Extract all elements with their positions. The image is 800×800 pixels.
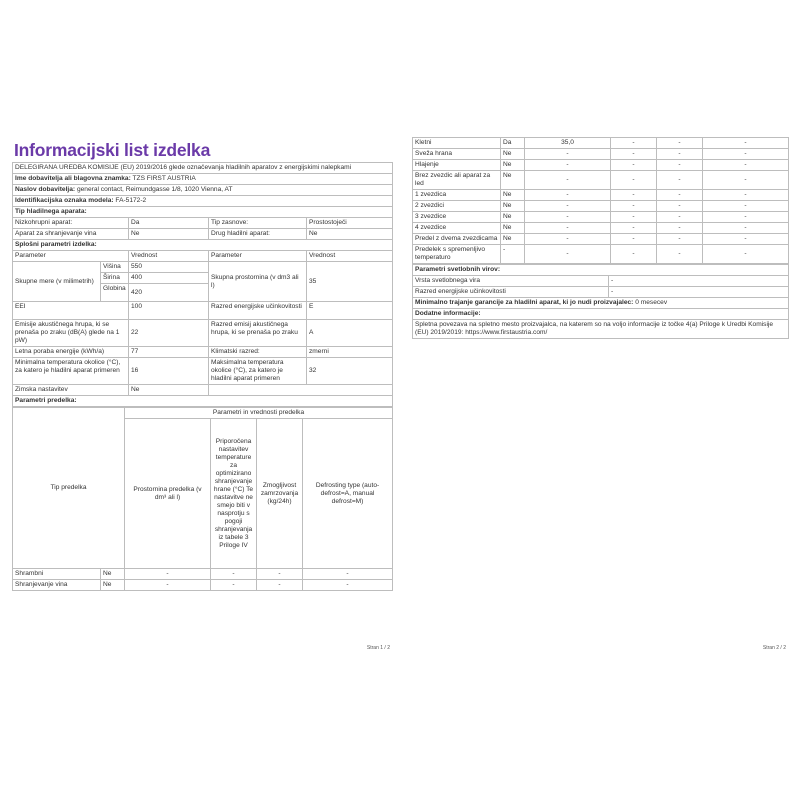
compartment-volume: - [525,245,611,264]
manufacturer-link[interactable]: https://www.firstaustria.com/ [465,329,548,336]
light-table [412,264,789,339]
compartment-freezing: - [657,149,703,160]
annual-energy-value: 77 [129,347,209,358]
compartment-values-header: Parametri in vrednosti predelka [125,408,393,419]
compartment-row [413,234,789,245]
compartment-present: - [501,245,525,264]
other-value: Ne [307,229,393,240]
dimensions-label: Skupne mere (v milimetrih) [13,262,101,302]
compartment-row [413,201,789,212]
compartment-freezing: - [657,160,703,171]
compartment-freezing: - [257,580,303,591]
design-label: Tip zasnove: [209,218,307,229]
compartment-defrost: - [703,234,789,245]
compartment-temperature: - [211,580,257,591]
compartment-row [413,190,789,201]
compartment-present: Ne [501,201,525,212]
regulation-text: DELEGIRANA UREDBA KOMISIJE (EU) 2019/2016 glede označevanja hladilnih aparatov z energijskimi nalepkami [13,163,393,174]
compartment-freezing: - [657,212,703,223]
compartment-freezing: - [257,569,303,580]
energy-class-value: E [307,302,393,320]
noise-value: 22 [129,320,209,347]
extra-info: Spletna povezava na spletno mesto proizvajalca, na katerem so na voljo informacije iz točke 4(a) Priloge k Uredbi Komisije (EU) 2019/2019: https://www.firstaustria.com/ [413,320,789,339]
compartment-volume: - [525,234,611,245]
compartment-defrost: - [703,190,789,201]
page-2 [412,137,788,655]
compartment-type-header: Tip predelka [13,408,125,569]
volume-header: Prostornina predelka (v dm³ ali l) [125,419,211,569]
compartment-row [13,580,393,591]
compartment-volume: - [125,580,211,591]
eei-value: 100 [129,302,209,320]
design-value: Prostostoječi [307,218,393,229]
compartment-freezing: - [657,138,703,149]
compartment-temperature: - [611,171,657,190]
compartment-present: Ne [501,234,525,245]
compartment-freezing: - [657,171,703,190]
compartment-defrost: - [703,212,789,223]
compartment-defrost: - [703,245,789,264]
column-header: Vrednost [129,251,209,262]
compartment-defrost: - [703,223,789,234]
page-1 [12,137,392,655]
climate-label: Klimatski razred: [209,347,307,358]
model-row: Identifikacijska oznaka modela: FA-5172-2 [13,196,393,207]
eei-label: EEI [13,302,129,320]
compartment-volume: - [525,201,611,212]
compartment-defrost: - [703,149,789,160]
compartment-temperature: - [611,190,657,201]
compartment-volume: - [125,569,211,580]
section-heading: Splošni parametri izdelka: [13,240,393,251]
compartment-volume: - [525,212,611,223]
compartment-defrost: - [703,201,789,212]
compartment-present: Ne [501,212,525,223]
min-temp-label: Minimalna temperatura okolice (°C), za katero je hladilni aparat primeren [13,358,129,385]
climate-value: zmerni [307,347,393,358]
min-temp-value: 16 [129,358,209,385]
compartment-volume: - [525,223,611,234]
compartment-freezing: - [657,245,703,264]
compartment-present: Ne [501,190,525,201]
warranty-row: Minimalno trajanje garancije za hladilni aparat, ki jo nudi proizvajalec: 0 mesecev [413,298,789,309]
compartment-name: Shrambni [13,569,101,580]
compartment-row [413,138,789,149]
light-class-label: Razred energijske učinkovitosti [413,287,609,298]
section-heading: Tip hladilnega aparata: [13,207,393,218]
compartment-present: Ne [501,171,525,190]
compartment-defrost: - [703,160,789,171]
width-label: Širina [101,273,129,284]
section-heading: Parametri predelka: [13,396,393,407]
freezing-header: Zmogljivost zamrzovanja (kg/24h) [257,419,303,569]
compartment-present: Ne [501,160,525,171]
light-type-label: Vrsta svetlobnega vira [413,276,609,287]
max-temp-value: 32 [307,358,393,385]
compartment-freezing: - [657,234,703,245]
max-temp-label: Maksimalna temperatura okolice (°C), za katero je hladilni aparat primeren [209,358,307,385]
compartment-name: Hlajenje [413,160,501,171]
address-row: Naslov dobavitelja: general contact, Reimundgasse 1/8, 1020 Vienna, AT [13,185,393,196]
compartment-name: Predelek s spremenljivo temperaturo [413,245,501,264]
compartment-name: Kletni [413,138,501,149]
compartment-row [413,245,789,264]
compartment-freezing: - [657,201,703,212]
compartment-freezing: - [657,190,703,201]
compartment-temperature: - [611,212,657,223]
light-type-value: - [609,276,789,287]
compartment-name: Sveža hrana [413,149,501,160]
empty-cell [209,385,393,396]
low-noise-label: Nizkohrupni aparat: [13,218,129,229]
compartment-temperature: - [211,569,257,580]
compartment-temperature: - [611,149,657,160]
compartment-temperature: - [611,234,657,245]
low-noise-value: Da [129,218,209,229]
volume-label: Skupna prostornina (v dm3 ali l) [209,262,307,302]
depth-label: Globina [101,284,129,302]
compartment-defrost: - [303,580,393,591]
noise-class-value: A [307,320,393,347]
other-label: Drug hladilni aparat: [209,229,307,240]
fiche-table-main [12,162,393,407]
supplier-row: Ime dobavitelja ali blagovna znamka: TZS FIRST AUSTRIA [13,174,393,185]
light-class-value: - [609,287,789,298]
compartment-row [413,212,789,223]
annual-energy-label: Letna poraba energije (kWh/a) [13,347,129,358]
compartment-row [413,160,789,171]
compartment-defrost: - [303,569,393,580]
width-value: 400 [129,273,209,284]
compartment-temperature: - [611,138,657,149]
compartment-volume: - [525,149,611,160]
winter-value: Ne [129,385,209,396]
compartment-volume: - [525,160,611,171]
compartment-name: Brez zvezdic ali aparat za led [413,171,501,190]
wine-label: Aparat za shranjevanje vina [13,229,129,240]
compartment-row [413,171,789,190]
compartment-row [413,223,789,234]
compartment-present: Da [501,138,525,149]
column-header: Parameter [209,251,307,262]
compartment-name: 1 zvezdica [413,190,501,201]
section-heading: Parametri svetlobnih virov: [413,265,789,276]
depth-value: 420 [129,284,209,302]
compartment-present: Ne [101,569,125,580]
winter-label: Zimska nastavitev [13,385,129,396]
temperature-header: Priporočena nastavitev temperature za optimizirano shranjevanje hrane (°C) Te nastavitve ne smejo biti v nasprotju s pogoji shranjevanja iz tabele 3 Priloge IV [211,419,257,569]
compartment-present: Ne [501,149,525,160]
noise-label: Emisije akustičnega hrupa, ki se prenaša po zraku (dB(A) glede na 1 pW) [13,320,129,347]
section-heading: Dodatne informacije: [413,309,789,320]
height-value: 550 [129,262,209,273]
height-label: Višina [101,262,129,273]
volume-value: 35 [307,262,393,302]
compartment-defrost: - [703,138,789,149]
compartment-table-continued [412,137,789,264]
page-title: Informacijski list izdelka [14,140,211,160]
compartment-temperature: - [611,245,657,264]
compartment-defrost: - [703,171,789,190]
compartment-name: 2 zvezdici [413,201,501,212]
defrost-header: Defrosting type (auto-defrost=A, manual defrost=M) [303,419,393,569]
compartment-present: Ne [101,580,125,591]
compartment-volume: - [525,171,611,190]
compartment-name: Predel z dvema zvezdicama [413,234,501,245]
page-footer: Stran 2 / 2 [762,645,786,651]
compartment-temperature: - [611,201,657,212]
noise-class-label: Razred emisij akustičnega hrupa, ki se prenaša po zraku [209,320,307,347]
compartment-name: 4 zvezdice [413,223,501,234]
compartment-temperature: - [611,223,657,234]
page-footer: Stran 1 / 2 [366,645,390,651]
compartment-present: Ne [501,223,525,234]
column-header: Vrednost [307,251,393,262]
energy-class-label: Razred energijske učinkovitosti [209,302,307,320]
compartment-row [413,149,789,160]
compartment-name: Shranjevanje vina [13,580,101,591]
column-header: Parameter [13,251,129,262]
compartment-name: 3 zvezdice [413,212,501,223]
wine-value: Ne [129,229,209,240]
compartment-volume: - [525,190,611,201]
compartment-volume: 35,0 [525,138,611,149]
compartment-freezing: - [657,223,703,234]
compartment-table [12,407,393,591]
compartment-row [13,569,393,580]
compartment-temperature: - [611,160,657,171]
